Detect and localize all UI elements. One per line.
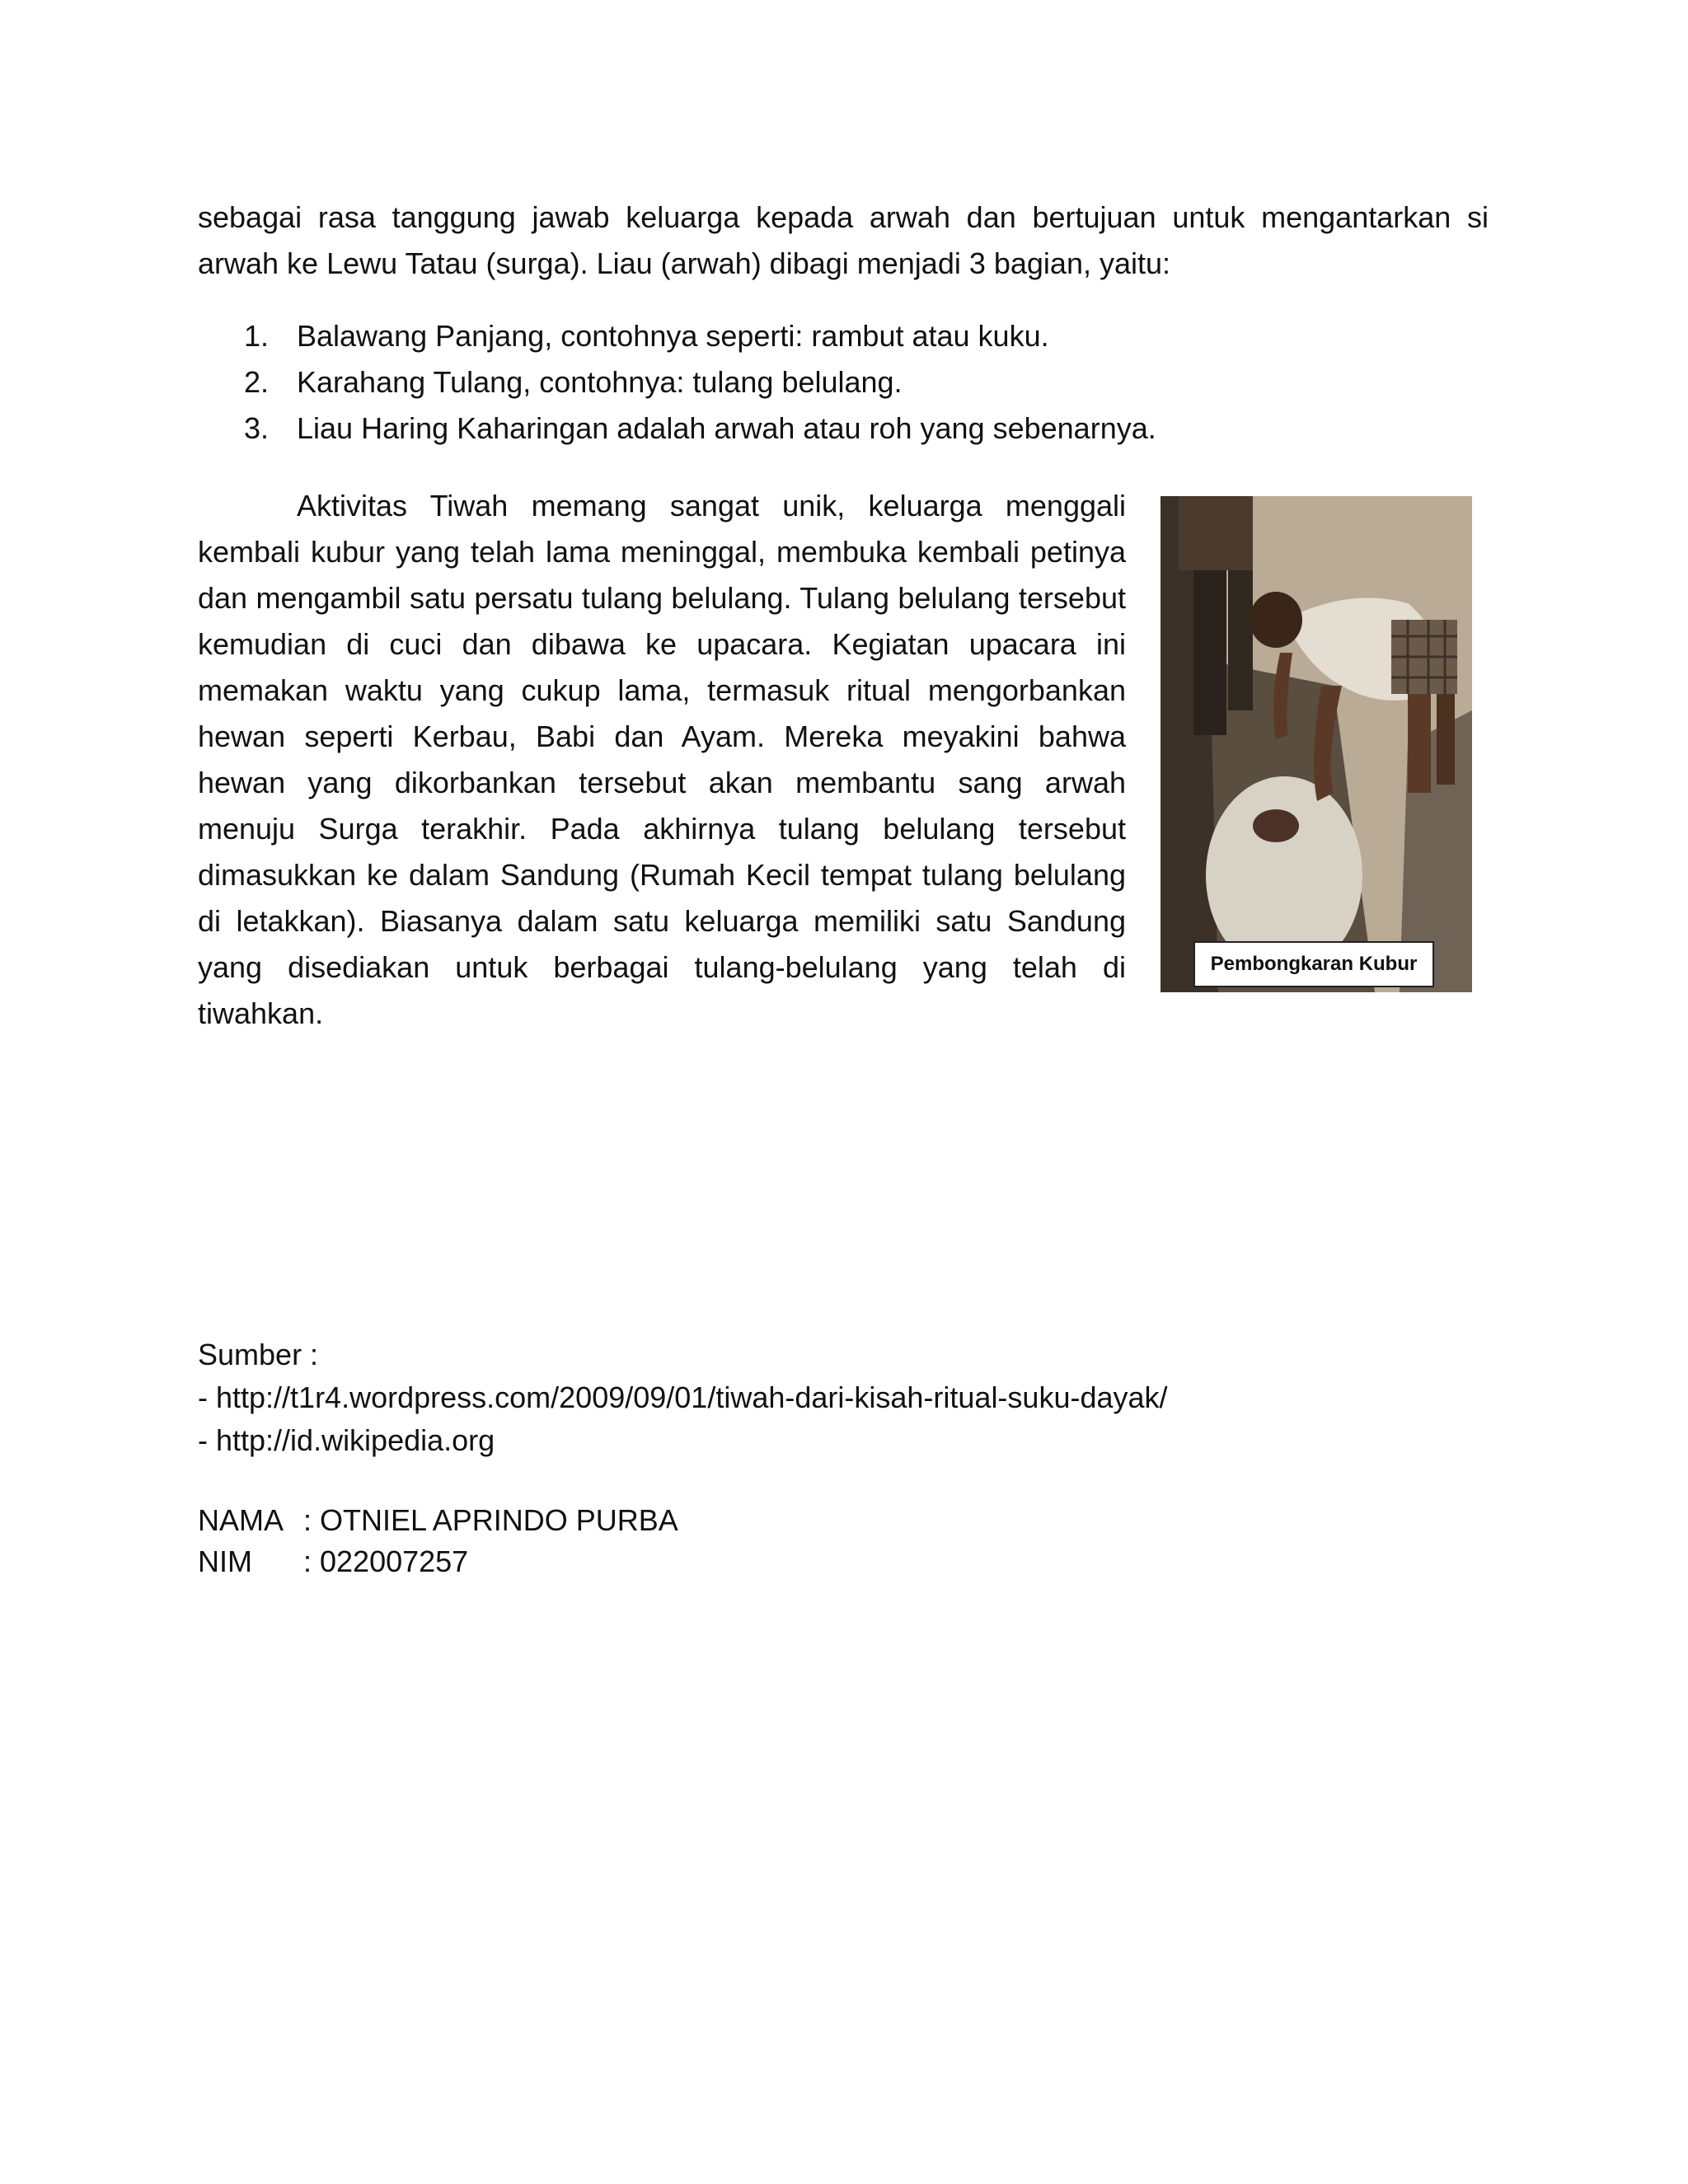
- spirit-parts-list: [198, 313, 1489, 452]
- source-link[interactable]: - http://t1r4.wordpress.com/2009/09/01/tiwah-dari-kisah-ritual-suku-dayak/: [198, 1380, 1168, 1414]
- sources-label: Sumber :: [198, 1338, 319, 1371]
- exhumation-photo: [1160, 496, 1472, 992]
- nim-label: NIM: [198, 1544, 252, 1578]
- intro-text: sebagai rasa tanggung jawab keluarga kepada arwah dan bertujuan untuk mengantarkan si arwah ke Lewu Tatau (surga). Liau (arwah) dibagi menjadi 3 bagian, yaitu:: [198, 200, 1489, 280]
- author-identity: [198, 1500, 1022, 1582]
- list-text: Liau Haring Kaharingan adalah arwah atau roh yang sebenarnya.: [297, 411, 1156, 445]
- name-label: NAMA: [198, 1503, 284, 1537]
- name-row: [198, 1500, 1022, 1541]
- tiwah-paragraph: [198, 483, 1126, 1037]
- nim-row: [198, 1541, 1022, 1582]
- list-item: [198, 313, 1489, 359]
- intro-paragraph: [198, 194, 1489, 287]
- list-text: Karahang Tulang, contohnya: tulang belulang.: [297, 365, 903, 399]
- list-number: 2.: [244, 365, 270, 399]
- tiwah-text: Aktivitas Tiwah memang sangat unik, keluarga menggali kembali kubur yang telah lama meninggal, membuka kembali petinya dan mengambil satu persatu tulang belulang. Tulang belulang tersebut kemudian di cuci dan dibawa ke upacara. Kegiatan upacara ini memakan waktu yang cukup lama, termasuk ritual mengorbankan hewan seperti Kerbau, Babi dan Ayam. Mereka meyakini bahwa hewan yang dikorbankan tersebut akan membantu sang arwah menuju Surga terakhir. Pada akhirnya tulang belulang tersebut dimasukkan ke dalam Sandung (Rumah Kecil tempat tulang belulang di letakkan). Biasanya dalam satu keluarga memiliki satu Sandung yang disediakan untuk berbagai tulang-belulang yang telah di tiwahkan.: [198, 489, 1126, 1030]
- list-number: 3.: [244, 411, 270, 445]
- sources-section: [198, 1333, 1489, 1462]
- name-value: : OTNIEL APRINDO PURBA: [303, 1503, 678, 1537]
- list-item: [198, 405, 1489, 452]
- source-link[interactable]: - http://id.wikipedia.org: [198, 1423, 495, 1457]
- photo-caption: Pembongkaran Kubur: [1193, 941, 1434, 987]
- list-number: 1.: [244, 319, 270, 353]
- list-text: Balawang Panjang, contohnya seperti: rambut atau kuku.: [297, 319, 1049, 353]
- exhumation-photo-illustration: [1160, 496, 1472, 992]
- nim-value: : 022007257: [303, 1544, 469, 1578]
- list-item: [198, 359, 1489, 405]
